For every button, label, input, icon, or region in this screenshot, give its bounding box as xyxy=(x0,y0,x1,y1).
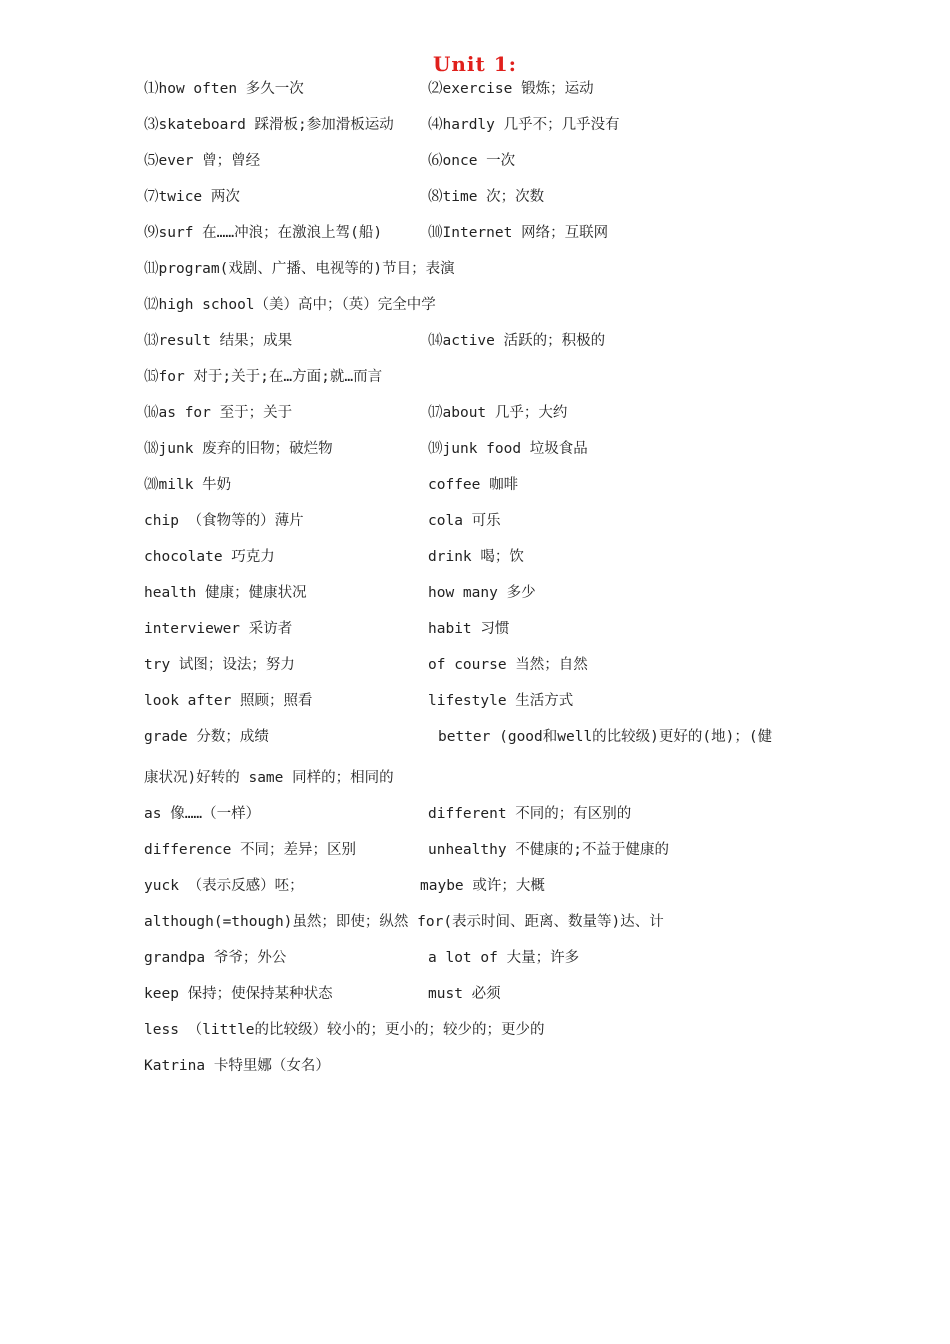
vocabulary-list xyxy=(144,78,834,1091)
vocab-entry: chip （食物等的）薄片 xyxy=(144,513,304,529)
list-item xyxy=(144,690,834,726)
list-item xyxy=(144,1055,834,1091)
list-item xyxy=(144,911,834,947)
vocab-entry: grandpa 爷爷；外公 xyxy=(144,950,287,966)
vocab-entry: interviewer 采访者 xyxy=(144,621,293,637)
vocab-entry: ⑺twice 两次 xyxy=(144,189,240,205)
vocab-entry: grade 分数；成绩 xyxy=(144,729,269,745)
vocab-entry: ⒀result 结果；成果 xyxy=(144,333,293,349)
vocab-entry: unhealthy 不健康的;不益于健康的 xyxy=(428,842,670,858)
list-item xyxy=(144,654,834,690)
vocab-entry: ⒃as for 至于；关于 xyxy=(144,405,293,421)
vocab-entry: ⑵exercise 锻炼；运动 xyxy=(428,81,594,97)
vocab-entry: ⑻time 次；次数 xyxy=(428,189,545,205)
vocab-entry: ⑼surf 在……冲浪；在激浪上驾(船) xyxy=(144,225,383,241)
list-item xyxy=(144,875,834,911)
vocab-entry: different 不同的；有区别的 xyxy=(428,806,632,822)
list-item xyxy=(144,510,834,546)
vocab-entry: Katrina 卡特里娜（女名） xyxy=(144,1058,330,1074)
page-title: Unit 1: xyxy=(432,52,518,76)
list-item xyxy=(144,330,834,366)
vocab-entry: lifestyle 生活方式 xyxy=(428,693,574,709)
vocab-entry: a lot of 大量；许多 xyxy=(428,950,580,966)
vocab-entry: ⑶skateboard 踩滑板;参加滑板运动 xyxy=(144,117,394,133)
vocab-entry: look after 照顾；照看 xyxy=(144,693,313,709)
vocab-entry: ⑾program(戏剧、广播、电视等的)节目；表演 xyxy=(144,261,455,277)
list-item xyxy=(144,402,834,438)
list-item xyxy=(144,150,834,186)
list-item xyxy=(144,803,834,839)
vocab-entry: ⒂for 对于;关于;在…方面;就…而言 xyxy=(144,369,383,385)
vocab-entry: ⑿high school（美）高中；（英）完全中学 xyxy=(144,297,436,313)
vocab-entry: ⒁active 活跃的；积极的 xyxy=(428,333,606,349)
vocab-entry: chocolate 巧克力 xyxy=(144,549,275,565)
list-item xyxy=(144,839,834,875)
vocab-entry: as 像……（一样） xyxy=(144,806,261,822)
vocab-entry: of course 当然；自然 xyxy=(428,657,588,673)
vocab-entry: less （little的比较级）较小的；更小的；较少的；更少的 xyxy=(144,1022,545,1038)
vocab-entry: maybe 或许；大概 xyxy=(420,878,545,894)
list-item xyxy=(144,474,834,510)
list-item xyxy=(144,114,834,150)
vocab-entry: ⑽Internet 网络；互联网 xyxy=(428,225,609,241)
vocab-entry: try 试图；设法；努力 xyxy=(144,657,295,673)
list-item xyxy=(144,294,834,330)
vocab-entry: must 必须 xyxy=(428,986,501,1002)
vocab-entry: coffee 咖啡 xyxy=(428,477,519,493)
vocab-entry: ⒅junk 废弃的旧物；破烂物 xyxy=(144,441,333,457)
list-item xyxy=(144,947,834,983)
list-item xyxy=(144,546,834,582)
vocab-entry: yuck （表示反感）呸； xyxy=(144,878,304,894)
vocab-entry: ⒄about 几乎；大约 xyxy=(428,405,568,421)
vocab-entry: ⒆junk food 垃圾食品 xyxy=(428,441,588,457)
list-item xyxy=(144,582,834,618)
list-item xyxy=(144,438,834,474)
vocab-entry: ⑷hardly 几乎不；几乎没有 xyxy=(428,117,620,133)
vocab-entry: ⑸ever 曾；曾经 xyxy=(144,153,261,169)
list-item xyxy=(144,726,834,767)
vocab-entry: ⑴how often 多久一次 xyxy=(144,81,304,97)
vocab-entry: keep 保持；使保持某种状态 xyxy=(144,986,333,1002)
list-item xyxy=(144,983,834,1019)
vocab-entry: cola 可乐 xyxy=(428,513,501,529)
list-item xyxy=(144,258,834,294)
vocab-entry: ⑹once 一次 xyxy=(428,153,516,169)
vocab-entry: how many 多少 xyxy=(428,585,536,601)
vocab-entry: although(=though)虽然；即使；纵然 for(表示时间、距离、数量等)达、计 xyxy=(144,914,664,930)
vocab-entry: health 健康；健康状况 xyxy=(144,585,307,601)
vocab-entry: habit 习惯 xyxy=(428,621,510,637)
vocab-entry: better (good和well的比较级)更好的(地)；(健 xyxy=(438,729,773,745)
list-item xyxy=(144,186,834,222)
list-item xyxy=(144,366,834,402)
vocab-entry: ⒇milk 牛奶 xyxy=(144,477,232,493)
vocab-entry: drink 喝；饮 xyxy=(428,549,524,565)
list-item xyxy=(144,78,834,114)
list-item xyxy=(144,222,834,258)
vocab-entry: 康状况)好转的 same 同样的；相同的 xyxy=(144,770,394,786)
list-item xyxy=(144,618,834,654)
list-item xyxy=(144,1019,834,1055)
list-item xyxy=(144,767,834,803)
vocab-entry: difference 不同；差异；区别 xyxy=(144,842,357,858)
